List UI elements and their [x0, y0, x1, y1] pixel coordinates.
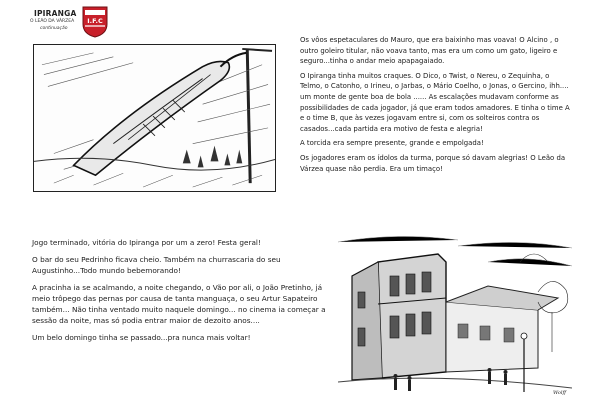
- continuation-label: continuação: [40, 26, 68, 31]
- paragraph: A pracinha ia se acalmando, a noite chegando, o Vão por ali, o João Pretinho, já meio trôpego das pernas por causa de tanta manguaça, o seu Artur Sapateiro também... Não tinha ventado muito naquele domingo... no cinema ia começar a sessão da noite, mas só podia entrar maior de dezoito anos....: [32, 282, 326, 326]
- paragraph: Os jogadores eram os ídolos da turma, porque só davam alegrias! O Leão da Várzea quase não perdia. Era um timaço!: [300, 153, 566, 173]
- svg-text:I.F.C: I.F.C: [87, 17, 103, 25]
- club-crest-logo: [82, 6, 108, 38]
- brand-title: IPIRANGA: [34, 9, 77, 18]
- left-column-text: [32, 237, 332, 349]
- paragraph: Um belo domingo tinha se passado...pra nunca mais voltar!: [32, 332, 251, 342]
- paragraph: Os vôos espetaculares do Mauro, que era baixinho mas voava! O Alcino , o outro goleiro titular, não voava tanto, mas era um como um gato, ligeiro e seguro...tinha o andar meio apapagaiado.: [300, 36, 559, 66]
- paragraph: O bar do seu Pedrinho ficava cheio. Também na churrascaria do seu Augustinho...Todo mundo bebemorando!: [32, 254, 281, 275]
- right-column-text: [300, 35, 570, 178]
- street-illustration: [338, 232, 572, 400]
- paragraph: A torcida era sempre presente, grande e empolgada!: [300, 139, 484, 148]
- artist-signature: Wolff: [553, 390, 566, 396]
- brand-subtitle: O LEÃO DA VÁRZEA: [30, 19, 75, 24]
- paragraph: O Ipiranga tinha muitos craques. O Dico, o Twist, o Nereu, o Zequinha, o Telmo, o Catonho, o Irineu, o Jarbas, o Mário Coelho, o Jonas, o Gercino, ihh.... um monte de gente boa de bola ...... As escalações mudavam conforme as possibilidades de cada jogador, já que eram todos amadores. E tinha o time A e o time B, que às vezes jogavam entre si, com os solteiros contra os casados...cada partida era motivo de festa e alegria!: [300, 71, 570, 133]
- paragraph: Jogo terminado, vitória do Ipiranga por um a zero! Festa geral!: [32, 238, 261, 247]
- goalkeeper-illustration: [33, 44, 276, 192]
